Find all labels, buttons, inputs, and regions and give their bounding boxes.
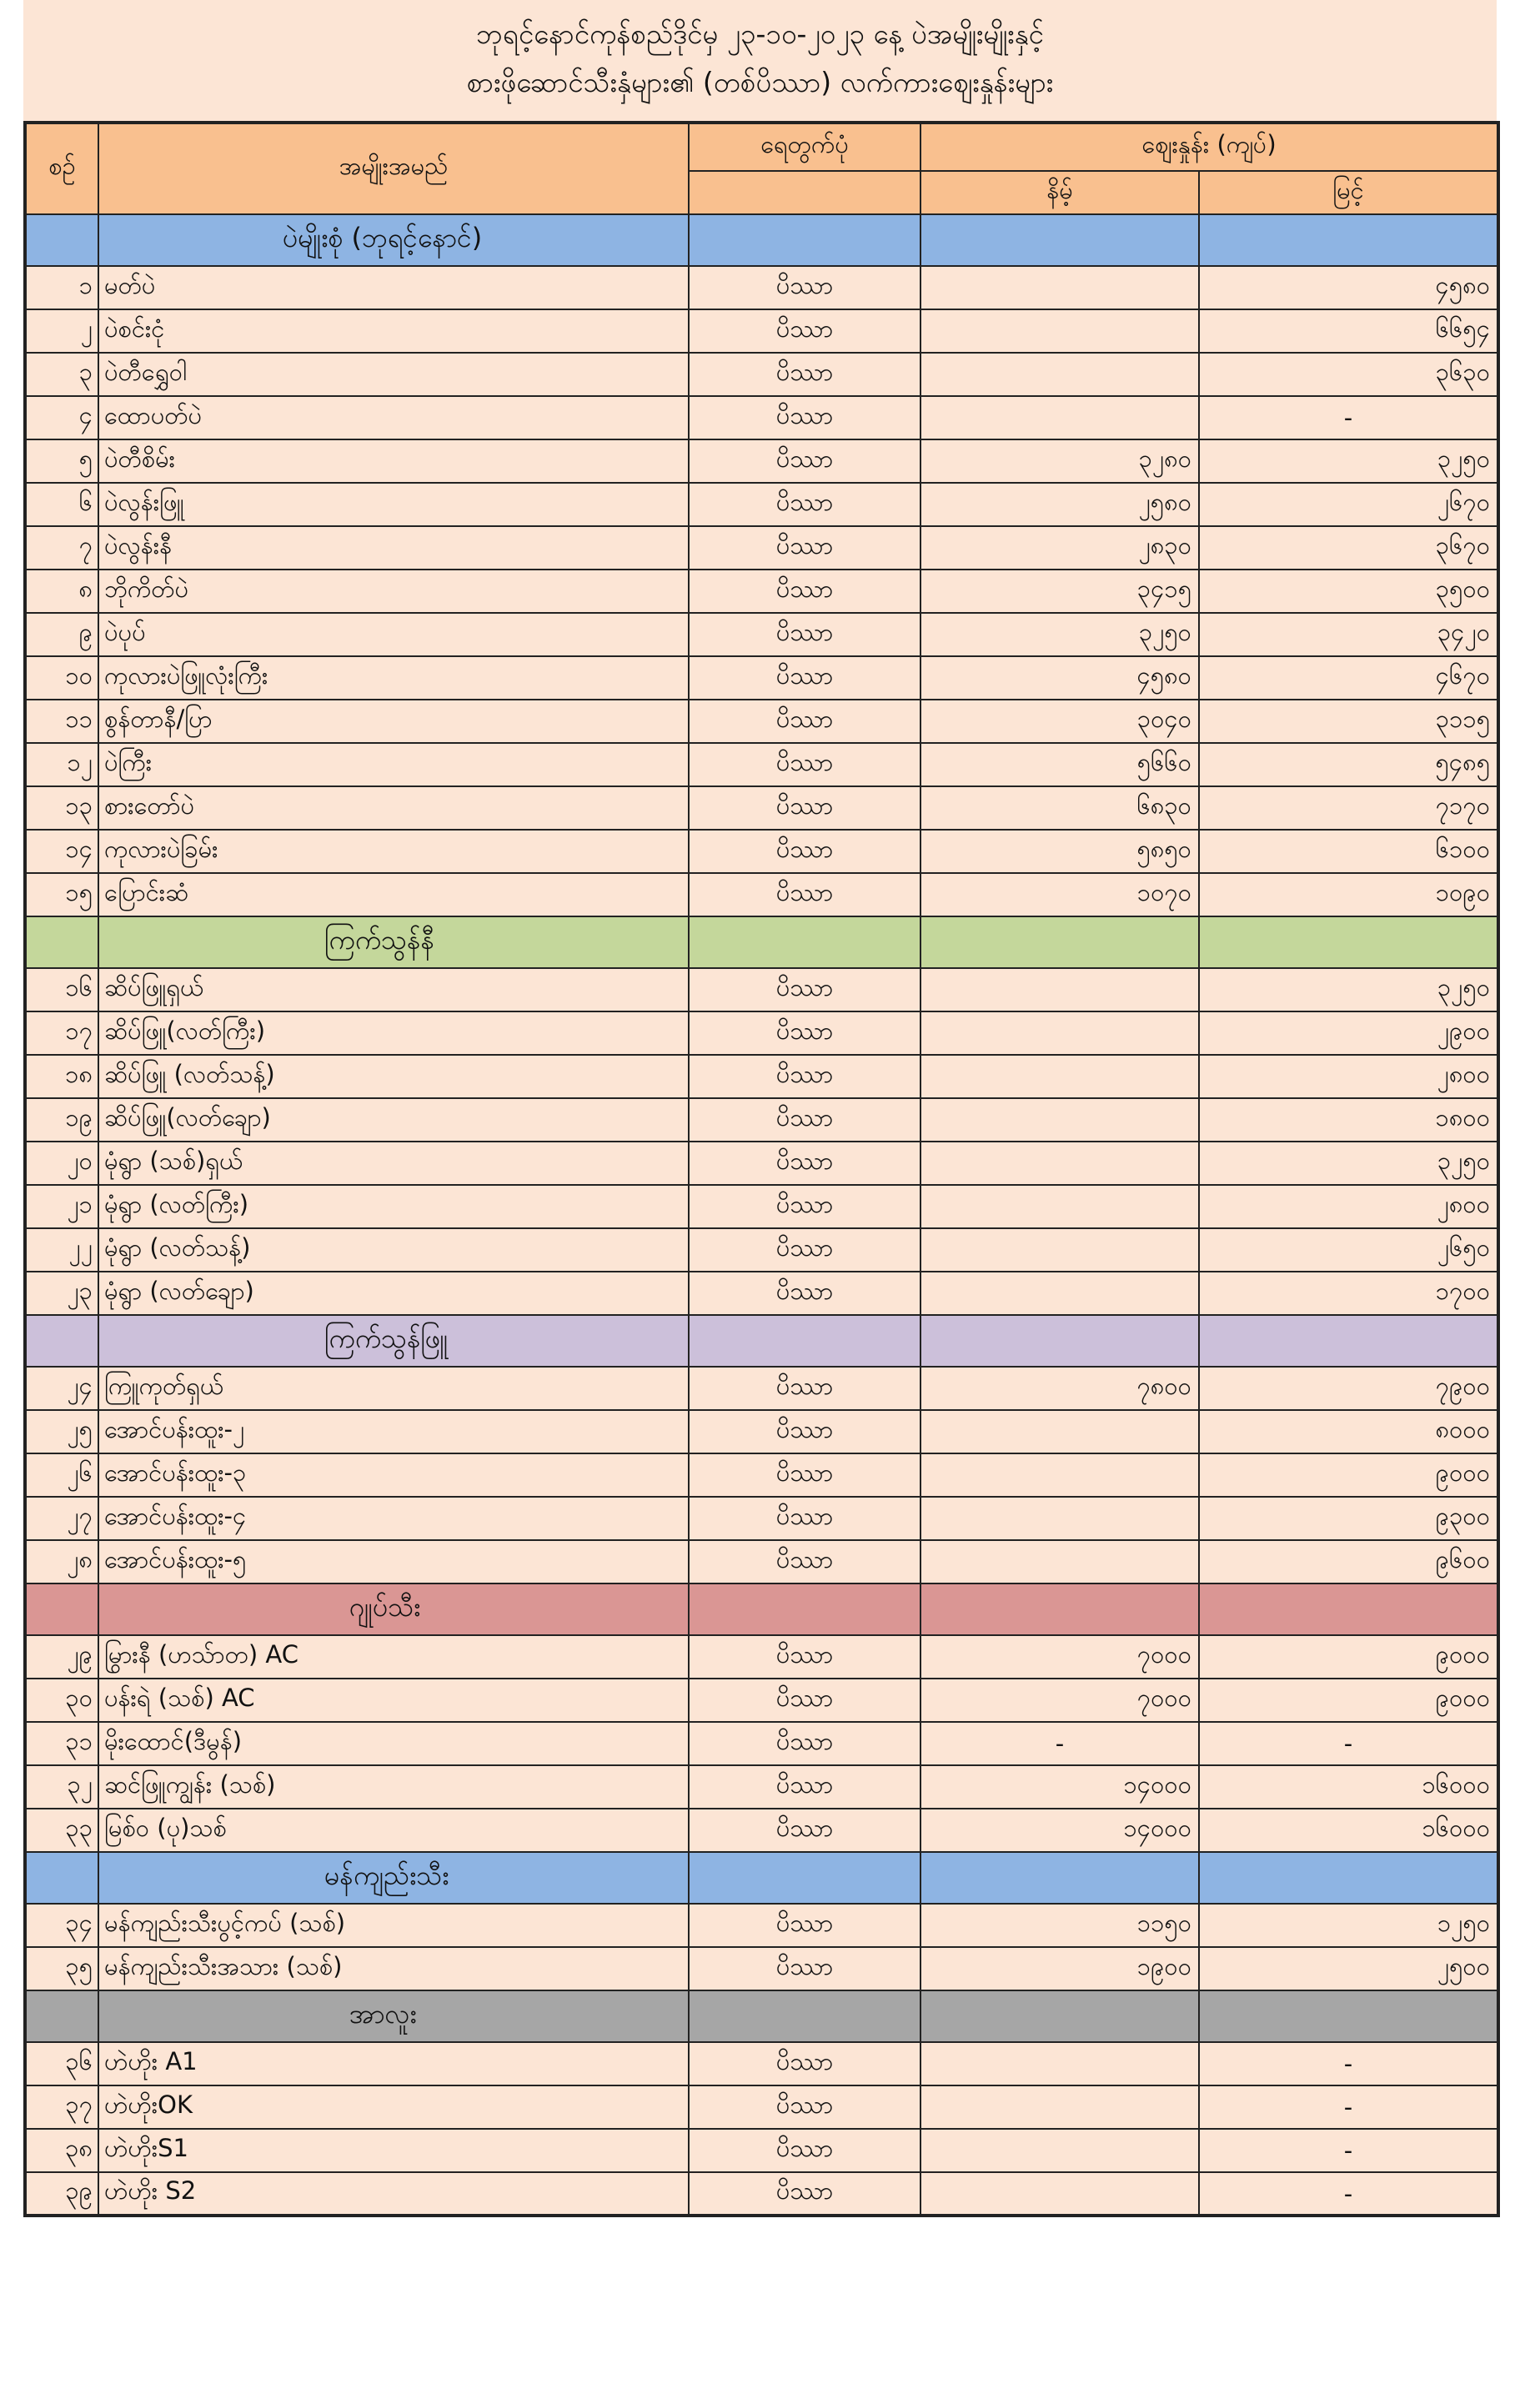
item-name: မြစ်ဝ (ပု)သစ် — [98, 1809, 689, 1852]
table-row — [25, 2085, 1498, 2129]
item-name: ကုလားပဲခြမ်း — [98, 830, 689, 873]
item-name: ဟဲဟိုး A1 — [98, 2042, 689, 2085]
item-name: ထောပတ်ပဲ — [98, 396, 689, 439]
price-low: ၁၉၀၀ — [920, 1947, 1199, 1990]
item-name: ပြောင်းဆံ — [98, 873, 689, 916]
item-name: ပဲလွန်းနီ — [98, 526, 689, 570]
price-high: ၁၆၀၀၀ — [1199, 1809, 1498, 1852]
section-name: အာလူး — [98, 1990, 689, 2042]
item-number: ၁၁ — [25, 700, 98, 743]
price-low: ၃၄၁၅ — [920, 570, 1199, 613]
item-unit: ပိဿာ — [689, 353, 920, 396]
item-number: ၁၉ — [25, 1098, 98, 1142]
price-low — [920, 309, 1199, 353]
item-unit: ပိဿာ — [689, 1904, 920, 1947]
item-unit: ပိဿာ — [689, 786, 920, 830]
price-low — [920, 1453, 1199, 1497]
item-name: ဟဲဟိုး S2 — [98, 2172, 689, 2216]
table-row — [25, 266, 1498, 309]
item-name: မန်ကျည်းသီးအသား (သစ်) — [98, 1947, 689, 1990]
item-number: ၂၆ — [25, 1453, 98, 1497]
price-high: ၃၆၃၀ — [1199, 353, 1498, 396]
table-row — [25, 1228, 1498, 1272]
price-high: ၇၉၀၀ — [1199, 1367, 1498, 1410]
price-high: ၈၀၀၀ — [1199, 1410, 1498, 1453]
title-box — [23, 0, 1497, 121]
item-number: ၃၃ — [25, 1809, 98, 1852]
item-name: ပဲပုပ် — [98, 613, 689, 656]
price-low: ၃၀၄၀ — [920, 700, 1199, 743]
item-number: ၁၅ — [25, 873, 98, 916]
header-high: မြင့် — [1199, 171, 1498, 214]
item-unit: ပိဿာ — [689, 1367, 920, 1410]
price-low: ၅၈၅၀ — [920, 830, 1199, 873]
price-high: ၂၈၀၀ — [1199, 1185, 1498, 1228]
section-row — [25, 916, 1498, 968]
item-name: မုံရွာ (လတ်ချော) — [98, 1272, 689, 1315]
item-number: ၃၄ — [25, 1904, 98, 1947]
price-high: ၉၀၀၀ — [1199, 1635, 1498, 1679]
table-row — [25, 1904, 1498, 1947]
section-row — [25, 1315, 1498, 1367]
price-high: ၉၀၀၀ — [1199, 1679, 1498, 1722]
item-number: ၃၆ — [25, 2042, 98, 2085]
price-high: ၃၅၀၀ — [1199, 570, 1498, 613]
item-number: ၁၃ — [25, 786, 98, 830]
item-unit: ပိဿာ — [689, 570, 920, 613]
price-low: ၃၂၈၀ — [920, 439, 1199, 483]
price-high: - — [1199, 2129, 1498, 2172]
item-number: ၆ — [25, 483, 98, 526]
item-unit: ပိဿာ — [689, 1497, 920, 1540]
price-high: ၁၀၉၀ — [1199, 873, 1498, 916]
header-row-1 — [25, 123, 1498, 171]
price-high: ၂၈၀၀ — [1199, 1055, 1498, 1098]
item-unit: ပိဿာ — [689, 700, 920, 743]
item-name: ဆင်ဖြူကျွန်း (သစ်) — [98, 1765, 689, 1809]
price-low: ၇၀၀၀ — [920, 1679, 1199, 1722]
item-name: ဆိပ်ဖြူရှယ် — [98, 968, 689, 1011]
item-unit: ပိဿာ — [689, 968, 920, 1011]
item-name: မန်ကျည်းသီးပွင့်ကပ် (သစ်) — [98, 1904, 689, 1947]
price-high: ၃၂၅၀ — [1199, 968, 1498, 1011]
item-name: မုံရွာ (သစ်)ရှယ် — [98, 1142, 689, 1185]
price-low — [920, 1011, 1199, 1055]
table-row — [25, 396, 1498, 439]
item-unit: ပိဿာ — [689, 266, 920, 309]
item-number: ၄ — [25, 396, 98, 439]
price-high: ၃၂၅၀ — [1199, 439, 1498, 483]
item-name: ပန်းရဲ (သစ်) AC — [98, 1679, 689, 1722]
price-high: - — [1199, 1722, 1498, 1765]
section-cell — [920, 916, 1199, 968]
section-cell — [25, 1990, 98, 2042]
item-number: ၁၂ — [25, 743, 98, 786]
item-name: အောင်ပန်းထူး-၂ — [98, 1410, 689, 1453]
item-unit: ပိဿာ — [689, 1055, 920, 1098]
item-name: ဆိပ်ဖြူ (လတ်သန့်) — [98, 1055, 689, 1098]
table-row — [25, 1272, 1498, 1315]
price-low: ၁၄၀၀၀ — [920, 1765, 1199, 1809]
item-unit: ပိဿာ — [689, 1272, 920, 1315]
price-high: ၉၀၀၀ — [1199, 1453, 1498, 1497]
item-name: အောင်ပန်းထူး-၅ — [98, 1540, 689, 1583]
section-cell — [1199, 1315, 1498, 1367]
item-name: ကုလားပဲဖြူလုံးကြီး — [98, 656, 689, 700]
section-cell — [25, 1852, 98, 1904]
item-number: ၂၇ — [25, 1497, 98, 1540]
table-row — [25, 2129, 1498, 2172]
table-row — [25, 873, 1498, 916]
header-unit: ရေတွက်ပုံ — [689, 123, 920, 171]
price-high: - — [1199, 396, 1498, 439]
price-low: ၇၈၀၀ — [920, 1367, 1199, 1410]
price-low — [920, 353, 1199, 396]
price-high: ၁၇၀၀ — [1199, 1272, 1498, 1315]
table-row — [25, 1453, 1498, 1497]
item-name: အောင်ပန်းထူး-၃ — [98, 1453, 689, 1497]
item-number: ၇ — [25, 526, 98, 570]
price-high: ၃၄၂၀ — [1199, 613, 1498, 656]
section-name: မန်ကျည်းသီး — [98, 1852, 689, 1904]
item-unit: ပိဿာ — [689, 2085, 920, 2129]
item-unit: ပိဿာ — [689, 1947, 920, 1990]
table-row — [25, 1098, 1498, 1142]
item-name: ဟဲဟိုးOK — [98, 2085, 689, 2129]
price-high: - — [1199, 2042, 1498, 2085]
title-line-2: စားဖိုဆောင်သီးနှံများ၏ (တစ်ပိဿာ) လက်ကားဈေးနှုန်းများ — [466, 66, 1054, 98]
item-unit: ပိဿာ — [689, 2129, 920, 2172]
item-number: ၃၅ — [25, 1947, 98, 1990]
table-row — [25, 439, 1498, 483]
item-name: ကြူကုတ်ရှယ် — [98, 1367, 689, 1410]
price-low — [920, 1228, 1199, 1272]
section-cell — [920, 1583, 1199, 1635]
table-row — [25, 1765, 1498, 1809]
table-row — [25, 830, 1498, 873]
item-name: မုံရွာ (လတ်သန့်) — [98, 1228, 689, 1272]
section-cell — [920, 214, 1199, 266]
table-row — [25, 570, 1498, 613]
section-cell — [1199, 1583, 1498, 1635]
price-low: ၅၆၆၀ — [920, 743, 1199, 786]
price-low: ၇၀၀၀ — [920, 1635, 1199, 1679]
price-low: ၂၅၈၀ — [920, 483, 1199, 526]
item-name: ဆိပ်ဖြူ(လတ်ချော) — [98, 1098, 689, 1142]
section-row — [25, 1852, 1498, 1904]
price-low — [920, 2172, 1199, 2216]
table-row — [25, 526, 1498, 570]
price-low — [920, 2042, 1199, 2085]
item-number: ၂၀ — [25, 1142, 98, 1185]
price-high: ၃၂၅၀ — [1199, 1142, 1498, 1185]
item-name: ပဲလွန်းဖြူ — [98, 483, 689, 526]
price-table-body — [25, 123, 1498, 2216]
section-cell — [1199, 1990, 1498, 2042]
table-row — [25, 1497, 1498, 1540]
item-name: ပဲတီစိမ်း — [98, 439, 689, 483]
item-unit: ပိဿာ — [689, 2042, 920, 2085]
price-low — [920, 266, 1199, 309]
header-low: နိမ့် — [920, 171, 1199, 214]
item-number: ၃၉ — [25, 2172, 98, 2216]
section-name: ဂျုပ်သီး — [98, 1583, 689, 1635]
item-unit: ပိဿာ — [689, 1011, 920, 1055]
table-row — [25, 1410, 1498, 1453]
price-low — [920, 1410, 1199, 1453]
item-unit: ပိဿာ — [689, 1540, 920, 1583]
item-unit: ပိဿာ — [689, 1098, 920, 1142]
item-number: ၃၇ — [25, 2085, 98, 2129]
section-cell — [920, 1990, 1199, 2042]
item-unit: ပိဿာ — [689, 1809, 920, 1852]
price-high: ၆၁၀၀ — [1199, 830, 1498, 873]
item-unit: ပိဿာ — [689, 1185, 920, 1228]
price-high: ၆၆၅၄ — [1199, 309, 1498, 353]
item-unit: ပိဿာ — [689, 1635, 920, 1679]
price-table — [23, 121, 1500, 2217]
price-high: ၉၃၀၀ — [1199, 1497, 1498, 1540]
price-low — [920, 1055, 1199, 1098]
price-low — [920, 1142, 1199, 1185]
item-number: ၂၈ — [25, 1540, 98, 1583]
item-number: ၅ — [25, 439, 98, 483]
price-low: ၄၅၈၀ — [920, 656, 1199, 700]
item-number: ၈ — [25, 570, 98, 613]
price-high: ၂၉၀၀ — [1199, 1011, 1498, 1055]
table-row — [25, 2172, 1498, 2216]
price-high: ၂၅၀၀ — [1199, 1947, 1498, 1990]
section-cell — [25, 214, 98, 266]
item-unit: ပိဿာ — [689, 613, 920, 656]
item-number: ၂၄ — [25, 1367, 98, 1410]
table-row — [25, 1679, 1498, 1722]
item-unit: ပိဿာ — [689, 873, 920, 916]
table-row — [25, 1540, 1498, 1583]
item-number: ၁၀ — [25, 656, 98, 700]
price-low — [920, 396, 1199, 439]
item-unit: ပိဿာ — [689, 1765, 920, 1809]
item-unit: ပိဿာ — [689, 483, 920, 526]
section-name: ကြက်သွန်ဖြူ — [98, 1315, 689, 1367]
price-low: ၁၁၅၀ — [920, 1904, 1199, 1947]
table-row — [25, 309, 1498, 353]
price-high: - — [1199, 2172, 1498, 2216]
item-name: မုံရွာ (လတ်ကြီး) — [98, 1185, 689, 1228]
price-low: - — [920, 1722, 1199, 1765]
item-number: ၃၂ — [25, 1765, 98, 1809]
item-name: ပဲကြီး — [98, 743, 689, 786]
item-name: ပဲတီရွှေဝါ — [98, 353, 689, 396]
price-high: ၁၂၅၀ — [1199, 1904, 1498, 1947]
item-number: ၃၁ — [25, 1722, 98, 1765]
table-row — [25, 1055, 1498, 1098]
price-low: ၁၄၀၀၀ — [920, 1809, 1199, 1852]
item-unit: ပိဿာ — [689, 1453, 920, 1497]
price-low — [920, 2129, 1199, 2172]
section-cell — [689, 214, 920, 266]
header-unit-blank — [689, 171, 920, 214]
item-number: ၂ — [25, 309, 98, 353]
section-cell — [25, 1315, 98, 1367]
table-row — [25, 1185, 1498, 1228]
price-low — [920, 1540, 1199, 1583]
section-cell — [689, 1990, 920, 2042]
header-price: ဈေးနှုန်း (ကျပ်) — [920, 123, 1498, 171]
section-cell — [689, 916, 920, 968]
header-name: အမျိုးအမည် — [98, 123, 689, 214]
item-unit: ပိဿာ — [689, 1142, 920, 1185]
section-cell — [920, 1852, 1199, 1904]
price-high: ၅၄၈၅ — [1199, 743, 1498, 786]
section-cell — [1199, 1852, 1498, 1904]
price-high: ၇၁၇၀ — [1199, 786, 1498, 830]
table-row — [25, 1722, 1498, 1765]
table-row — [25, 2042, 1498, 2085]
item-number: ၃ — [25, 353, 98, 396]
item-name: စားတော်ပဲ — [98, 786, 689, 830]
section-cell — [689, 1852, 920, 1904]
item-number: ၁၇ — [25, 1011, 98, 1055]
item-number: ၁၈ — [25, 1055, 98, 1098]
table-row — [25, 786, 1498, 830]
item-name: စွန်တာနီ/ပြာ — [98, 700, 689, 743]
item-number: ၂၁ — [25, 1185, 98, 1228]
table-row — [25, 1142, 1498, 1185]
item-name: မိုးထောင်(ဒီမွန်) — [98, 1722, 689, 1765]
table-row — [25, 1367, 1498, 1410]
price-low: ၂၈၃၀ — [920, 526, 1199, 570]
table-row — [25, 353, 1498, 396]
item-unit: ပိဿာ — [689, 1722, 920, 1765]
price-high: ၂၆၅၀ — [1199, 1228, 1498, 1272]
price-low: ၁၀၇၀ — [920, 873, 1199, 916]
item-number: ၁ — [25, 266, 98, 309]
item-name: မတ်ပဲ — [98, 266, 689, 309]
table-row — [25, 483, 1498, 526]
item-number: ၂၅ — [25, 1410, 98, 1453]
item-number: ၁၆ — [25, 968, 98, 1011]
item-name: ဆိပ်ဖြူ(လတ်ကြီး) — [98, 1011, 689, 1055]
price-low — [920, 1185, 1199, 1228]
section-name: ပဲမျိုးစုံ (ဘုရင့်နောင်) — [98, 214, 689, 266]
item-number: ၂၂ — [25, 1228, 98, 1272]
section-cell — [25, 1583, 98, 1635]
item-number: ၉ — [25, 613, 98, 656]
price-high: ၁၆၀၀၀ — [1199, 1765, 1498, 1809]
table-row — [25, 1809, 1498, 1852]
item-unit: ပိဿာ — [689, 396, 920, 439]
price-high: ၃၁၁၅ — [1199, 700, 1498, 743]
item-unit: ပိဿာ — [689, 656, 920, 700]
price-low — [920, 1497, 1199, 1540]
price-low: ၆၈၃၀ — [920, 786, 1199, 830]
item-name: အောင်ပန်းထူး-၄ — [98, 1497, 689, 1540]
item-unit: ပိဿာ — [689, 309, 920, 353]
section-cell — [1199, 916, 1498, 968]
item-number: ၃၈ — [25, 2129, 98, 2172]
section-row — [25, 1583, 1498, 1635]
section-cell — [25, 916, 98, 968]
item-name: ပဲစင်းငုံ — [98, 309, 689, 353]
item-number: ၁၄ — [25, 830, 98, 873]
section-cell — [689, 1315, 920, 1367]
table-row — [25, 1011, 1498, 1055]
table-row — [25, 743, 1498, 786]
item-unit: ပိဿာ — [689, 1228, 920, 1272]
item-number: ၂၃ — [25, 1272, 98, 1315]
price-sheet — [23, 0, 1497, 2217]
title-line-1: ဘုရင့်နောင်ကုန်စည်ဒိုင်မှ ၂၃-၁၀-၂၀၂၃ နေ့ ပဲအမျိုးမျိုးနှင့် — [476, 18, 1044, 50]
section-name: ကြက်သွန်နီ — [98, 916, 689, 968]
section-cell — [920, 1315, 1199, 1367]
price-low: ၃၂၅၀ — [920, 613, 1199, 656]
item-number: ၂၉ — [25, 1635, 98, 1679]
price-high: ၃၆၇၀ — [1199, 526, 1498, 570]
price-high: ၂၆၇၀ — [1199, 483, 1498, 526]
item-unit: ပိဿာ — [689, 2172, 920, 2216]
section-cell — [1199, 214, 1498, 266]
header-no: စဉ် — [25, 123, 98, 214]
price-low — [920, 1272, 1199, 1315]
section-row — [25, 214, 1498, 266]
table-row — [25, 700, 1498, 743]
price-high: ၄၅၈၀ — [1199, 266, 1498, 309]
price-low — [920, 1098, 1199, 1142]
price-high: ၁၈၀၀ — [1199, 1098, 1498, 1142]
item-unit: ပိဿာ — [689, 439, 920, 483]
table-row — [25, 1635, 1498, 1679]
item-unit: ပိဿာ — [689, 830, 920, 873]
item-unit: ပိဿာ — [689, 1410, 920, 1453]
price-high: ၄၆၇၀ — [1199, 656, 1498, 700]
price-high: ၉၆၀၀ — [1199, 1540, 1498, 1583]
price-low — [920, 2085, 1199, 2129]
table-row — [25, 1947, 1498, 1990]
item-unit: ပိဿာ — [689, 1679, 920, 1722]
table-row — [25, 656, 1498, 700]
item-number: ၃၀ — [25, 1679, 98, 1722]
item-unit: ပိဿာ — [689, 743, 920, 786]
item-name: ဘိုကိတ်ပဲ — [98, 570, 689, 613]
section-row — [25, 1990, 1498, 2042]
table-row — [25, 613, 1498, 656]
item-unit: ပိဿာ — [689, 526, 920, 570]
price-high: - — [1199, 2085, 1498, 2129]
item-name: ဟဲဟိုးS1 — [98, 2129, 689, 2172]
item-name: မြွားနီ (ဟသ်ာတ) AC — [98, 1635, 689, 1679]
table-row — [25, 968, 1498, 1011]
price-low — [920, 968, 1199, 1011]
section-cell — [689, 1583, 920, 1635]
